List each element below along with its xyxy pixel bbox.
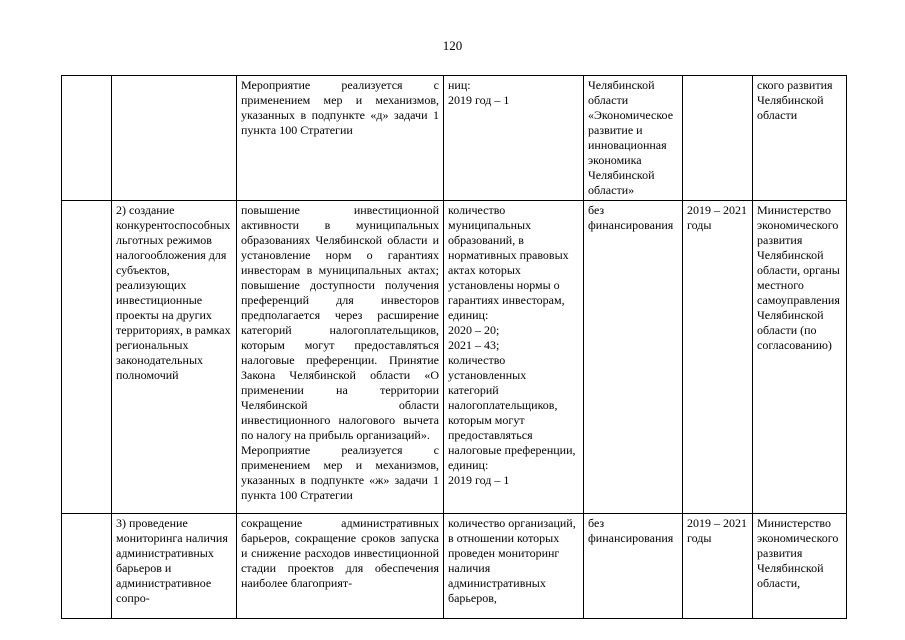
table-cell: ского развития Челябинской области — [753, 76, 847, 201]
table-cell: 3) проведение мониторинга наличия административных барьеров и административное сопро- — [112, 514, 237, 619]
table-cell: количество муниципальных образований, в нормативных правовых актах которых установлены нормы о гарантиях инвесторам, единиц: 2020 – 20; 2021 – 43; количество установленных категорий налогоплательщиков, которым могут предоставляться налоговые преференции, единиц: 2019 год – 1 — [444, 201, 584, 514]
table-cell: 2019 – 2021 годы — [683, 514, 753, 619]
table-cell — [62, 76, 112, 201]
table-row — [62, 76, 847, 201]
table-cell: Челябинской области «Экономическое развитие и инновационная экономика Челябинской области» — [584, 76, 683, 201]
table-cell: Министерство экономического развития Челябинской области, — [753, 514, 847, 619]
table-cell: ниц: 2019 год – 1 — [444, 76, 584, 201]
table-cell: повышение инвестиционной активности в муниципальных образованиях Челябинской области и установление норм о гарантиях инвесторам в муниципальных актах; повышение доступности получения преференций для инвесторов предполагается через расширение категорий налогоплательщиков, которым могут предоставляться налоговые преференции. Принятие Закона Челябинской области «О применении на территории Челябинской области инвестиционного налогового вычета по налогу на прибыль организаций». Мероприятие реализуется с применением мер и механизмов, указанных в подпункте «ж» задачи 1 пункта 100 Стратегии — [237, 201, 444, 514]
table-cell — [683, 76, 753, 201]
table-row — [62, 201, 847, 514]
table-cell: Министерство экономического развития Челябинской области, органы местного самоуправления Челябинской области (по согласованию) — [753, 201, 847, 514]
table-cell — [62, 201, 112, 514]
table-row — [62, 514, 847, 619]
table-cell: 2019 – 2021 годы — [683, 201, 753, 514]
page-number: 120 — [442, 38, 463, 53]
strategy-table — [61, 75, 847, 619]
table-cell: без финансирования — [584, 201, 683, 514]
table-cell — [62, 514, 112, 619]
table-cell — [112, 76, 237, 201]
table-cell: количество организаций, в отношении которых проведен мониторинг наличия административных барьеров, — [444, 514, 584, 619]
table-cell: Мероприятие реализуется с применением мер и механизмов, указанных в подпункте «д» задачи 1 пункта 100 Стратегии — [237, 76, 444, 201]
table-cell: 2) создание конкурентоспособных льготных режимов налогообложения для субъектов, реализующих инвестиционные проекты на других территориях, в рамках региональных законодательных полномочий — [112, 201, 237, 514]
table-cell: без финансирования — [584, 514, 683, 619]
table-cell: сокращение административных барьеров, сокращение сроков запуска и снижение расходов инвестиционной стадии проектов для обеспечения наиболее благоприят- — [237, 514, 444, 619]
